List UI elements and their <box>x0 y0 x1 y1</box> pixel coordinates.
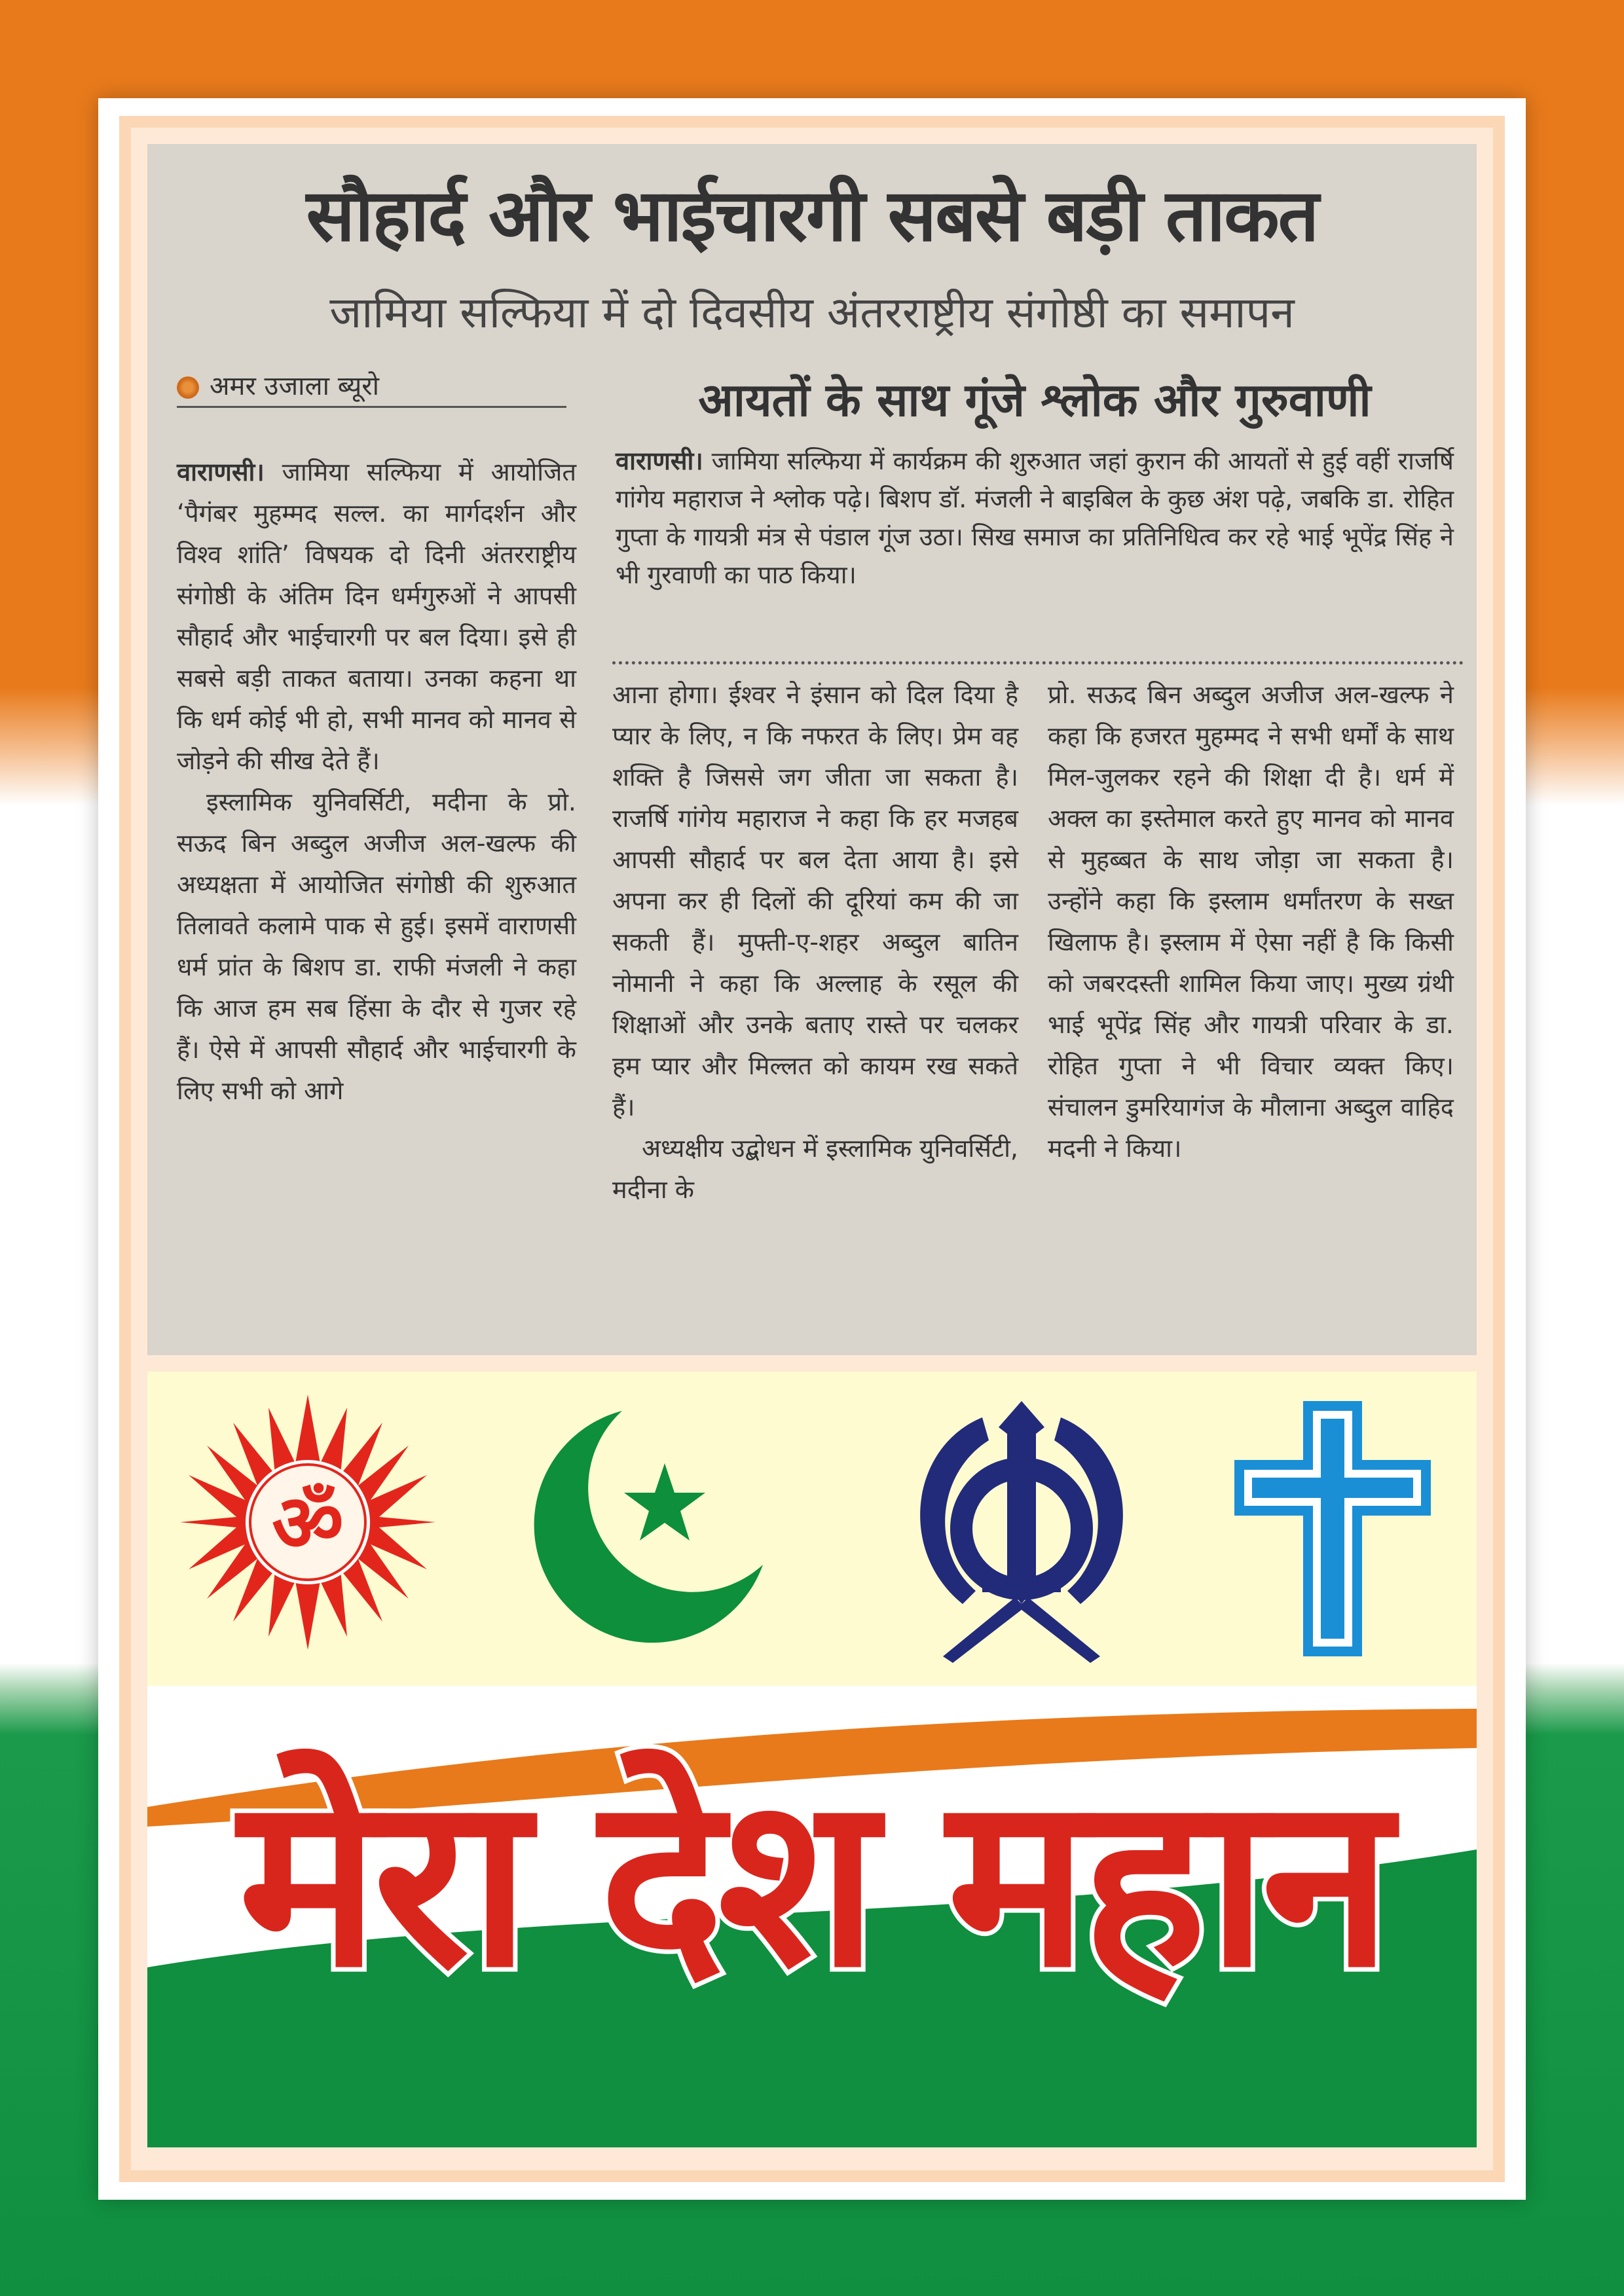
inset-lead: वाराणसी। <box>616 446 703 475</box>
article-column-1 <box>177 452 576 1112</box>
col3-paragraph-1: प्रो. सऊद बिन अब्दुल अजीज अल-खल्फ ने कहा कि हजरत मुहम्मद ने सभी धर्मों के साथ मिल-जुलकर रहने की शिक्षा दी है। धर्म में अक्ल का इस्तेमाल करते हुए मानव को मानव से मुहब्बत के साथ जोड़ा जा सकता है। उन्होंने कहा कि इस्लाम धर्मांतरण के सख्त खिलाफ है। इस्लाम में ऐसा नहीं है कि किसी को जबरदस्ती शामिल किया जाए। मुख्य ग्रंथी भाई भूपेंद्र सिंह और गायत्री परिवार के डा. रोहित गुप्ता ने भी विचार व्यक्त किए। संचालन डुमरियागंज के मौलाना अब्दुल वाहिद मदनी ने किया। <box>1048 680 1454 1163</box>
dotted-divider <box>612 661 1464 665</box>
slogan-panel <box>147 1686 1477 2147</box>
om-glyph: ॐ <box>272 1478 344 1569</box>
bullet-icon <box>177 376 199 399</box>
khanda-icon <box>884 1388 1159 1663</box>
subheadline: जामिया सल्फिया में दो दिवसीय अंतरराष्ट्रीय संगोष्ठी का समापन <box>329 287 1295 338</box>
inset-body: जामिया सल्फिया में कार्यक्रम की शुरुआत जहां कुरान की आयतों से हुई वहीं राजर्षि गांगेय महाराज ने श्लोक पढ़े। बिशप डॉ. मंजली ने बाइबिल के कुछ अंश पढ़े, जबकि डा. रोहित गुप्ता के गायत्री मंत्र से पंडाल गूंज उठा। सिख समाज का प्रतिनिधित्व कर रहे भाई भूपेंद्र सिंह ने भी गुरवाणी का पाठ किया। <box>616 446 1454 589</box>
inset-title: आयतों के साथ गूंजे श्लोक और गुरुवाणी <box>698 373 1371 427</box>
byline-text: अमर उजाला ब्यूरो <box>210 371 380 401</box>
col1-paragraph-2: इस्लामिक युनिवर्सिटी, मदीना के प्रो. सऊद बिन अब्दुल अजीज अल-खल्फ की अध्यक्षता में आयोजित संगोष्ठी की शुरुआत तिलावते कलामे पाक से हुई। इसमें वाराणसी धर्म प्रांत के बिशप डा. राफी मंजली ने कहा कि आज हम सब हिंसा के दौर से गुजर रहे हैं। ऐसे में आपसी सौहार्द और भाईचारगी के लिए सभी को आगे <box>177 788 576 1105</box>
inset-text <box>616 442 1454 594</box>
headline: सौहार्द और भाईचारगी सबसे बड़ी ताकत <box>306 173 1318 257</box>
article-column-2 <box>612 674 1018 1211</box>
col1-paragraph-1: जामिया सल्फिया में आयोजित ‘पैगंबर मुहम्मद सल्ल. का मार्गदर्शन और विश्व शांति’ विषयक दो दिनी अंतरराष्ट्रीय संगोष्ठी के अंतिम दिन धर्मगुरुओं ने आपसी सौहार्द और भाईचारगी पर बल दिया। इसे ही सबसे बड़ी ताकत बताया। उनका कहना था कि धर्म कोई भी हो, सभी मानव को मानव से जोड़ने की सीख देते हैं। <box>177 458 576 775</box>
crescent-star-icon <box>511 1401 766 1656</box>
newspaper-clipping <box>147 144 1477 1355</box>
col1-lead: वाराणसी। <box>177 458 265 486</box>
slogan-text: मेरा देश महान <box>238 1745 1386 2019</box>
col2-paragraph-1: आना होगा। ईश्वर ने इंसान को दिल दिया है प्यार के लिए, न कि नफरत के लिए। प्रेम वह शक्ति है जिससे जग जीता जा सकता है। राजर्षि गांगेय महाराज ने कहा कि हर मजहब आपसी सौहार्द पर बल देता आया है। इसे अपना कर ही दिलों की दूरियां कम की जा सकती हैं। मुफ्ती-ए-शहर अब्दुल बातिन नोमानी ने कहा कि अल्लाह के रसूल की शिक्षाओं और उनके बताए रास्ते पर चलकर हम प्यार और मिल्लत को कायम रख सकते हैं। <box>612 680 1018 1121</box>
col2-paragraph-2: अध्यक्षीय उद्बोधन में इस्लामिक युनिवर्सिटी, मदीना के <box>612 1134 1018 1204</box>
religious-symbols-panel <box>147 1372 1477 1686</box>
om-sun-icon <box>180 1394 435 1650</box>
article-column-3 <box>1048 674 1454 1169</box>
cross-icon <box>1234 1401 1431 1656</box>
byline <box>177 367 566 408</box>
